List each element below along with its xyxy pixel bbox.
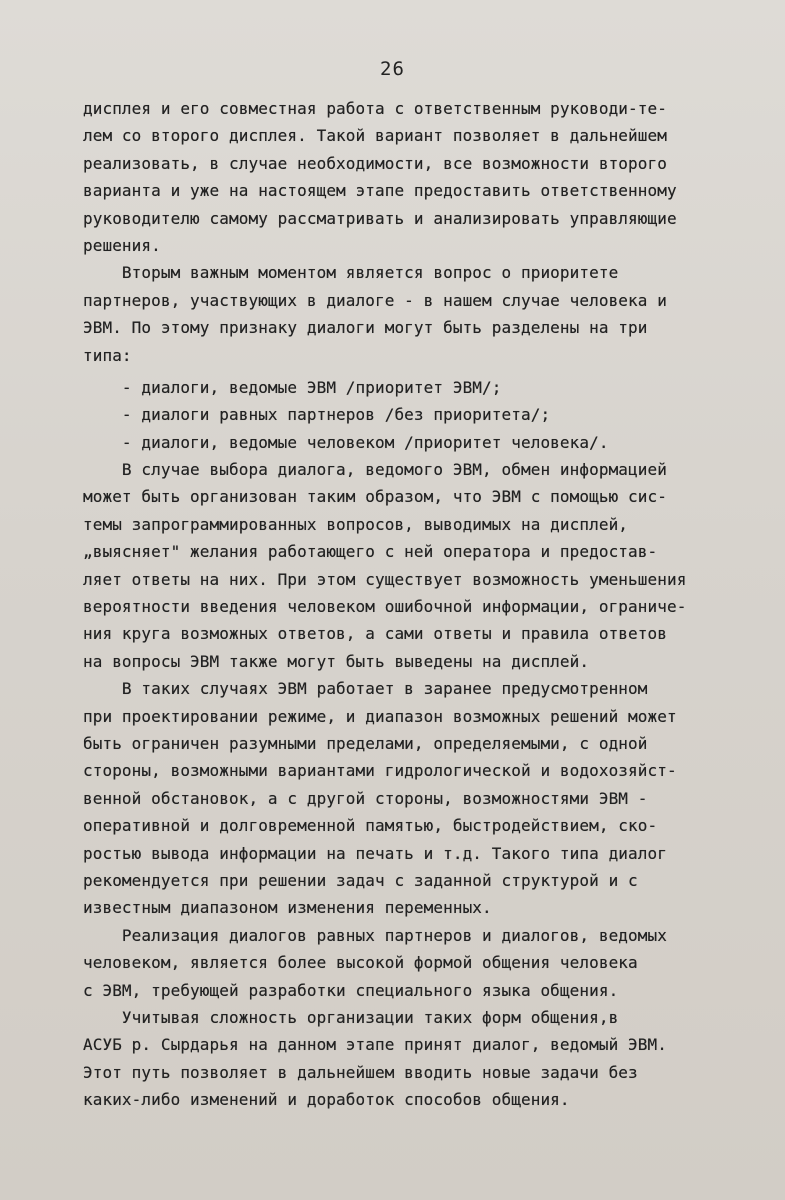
- text-line: рекомендуется при решении задач с заданной структурой и с: [83, 870, 638, 890]
- list-item: - диалоги равных партнеров /без приоритета/;: [83, 405, 551, 425]
- text-line: „выясняет" желания работающего с ней оператора и предостав-: [83, 542, 658, 562]
- text-line: ростью вывода информации на печать и т.д. Такого типа диалог: [83, 843, 667, 863]
- text-line: руководителю самому рассматривать и анализировать управляющие: [83, 208, 677, 228]
- text-line: АСУБ р. Сырдарья на данном этапе принят диалог, ведомый ЭВМ.: [83, 1035, 667, 1055]
- text-line: Учитывая сложность организации таких форм общения,в: [83, 1007, 619, 1027]
- text-line: быть ограничен разумными пределами, определяемыми, с одной: [83, 733, 648, 753]
- text-line: вероятности введения человеком ошибочной информации, ограниче-: [83, 597, 687, 617]
- text-line: ЭВМ. По этому признаку диалоги могут быть разделены на три: [83, 318, 648, 338]
- text-line: реализовать, в случае необходимости, все возможности второго: [83, 153, 667, 173]
- text-line: решения.: [83, 235, 161, 255]
- text-line: В таких случаях ЭВМ работает в заранее предусмотренном: [83, 679, 648, 699]
- text-line: партнеров, участвующих в диалоге - в нашем случае человека и: [83, 290, 667, 310]
- text-line: варианта и уже на настоящем этапе предоставить ответственному: [83, 181, 677, 201]
- text-line: Вторым важным моментом является вопрос о приоритете: [83, 263, 619, 283]
- text-line: может быть организован таким образом, что ЭВМ с помощью сис-: [83, 487, 667, 507]
- page-number: 26: [380, 58, 405, 80]
- text-line: ляет ответы на них. При этом существует возможность уменьшения: [83, 569, 687, 589]
- text-line: ния круга возможных ответов, а сами ответы и правила ответов: [83, 624, 667, 644]
- text-line: с ЭВМ, требующей разработки специального языка общения.: [83, 980, 619, 1000]
- list-item: - диалоги, ведомые человеком /приоритет человека/.: [83, 432, 609, 452]
- list-item: - диалоги, ведомые ЭВМ /приоритет ЭВМ/;: [83, 377, 502, 397]
- text-line: Реализация диалогов равных партнеров и диалогов, ведомых: [83, 925, 667, 945]
- text-line: каких-либо изменений и доработок способов общения.: [83, 1090, 570, 1110]
- text-line: стороны, возможными вариантами гидрологической и водохозяйст-: [83, 761, 677, 781]
- text-line: на вопросы ЭВМ также могут быть выведены на дисплей.: [83, 651, 590, 671]
- text-line: человеком, является более высокой формой общения человека: [83, 953, 638, 973]
- text-line: темы запрограммированных вопросов, выводимых на дисплей,: [83, 514, 629, 534]
- text-line: при проектировании режиме, и диапазон возможных решений может: [83, 706, 677, 726]
- text-line: В случае выбора диалога, ведомого ЭВМ, обмен информацией: [83, 460, 667, 480]
- text-line: оперативной и долговременной памятью, быстродействием, ско-: [83, 816, 658, 836]
- text-line: Этот путь позволяет в дальнейшем вводить новые задачи без: [83, 1062, 638, 1082]
- text-line: известным диапазоном изменения переменных.: [83, 898, 492, 918]
- text-line: дисплея и его совместная работа с ответственным руководи-те-: [83, 99, 667, 118]
- text-line: лем со второго дисплея. Такой вариант позволяет в дальнейшем: [83, 126, 667, 146]
- text-line: типа:: [83, 345, 132, 365]
- body-text: [83, 95, 723, 1113]
- text-line: венной обстановок, а с другой стороны, возможностями ЭВМ -: [83, 788, 648, 808]
